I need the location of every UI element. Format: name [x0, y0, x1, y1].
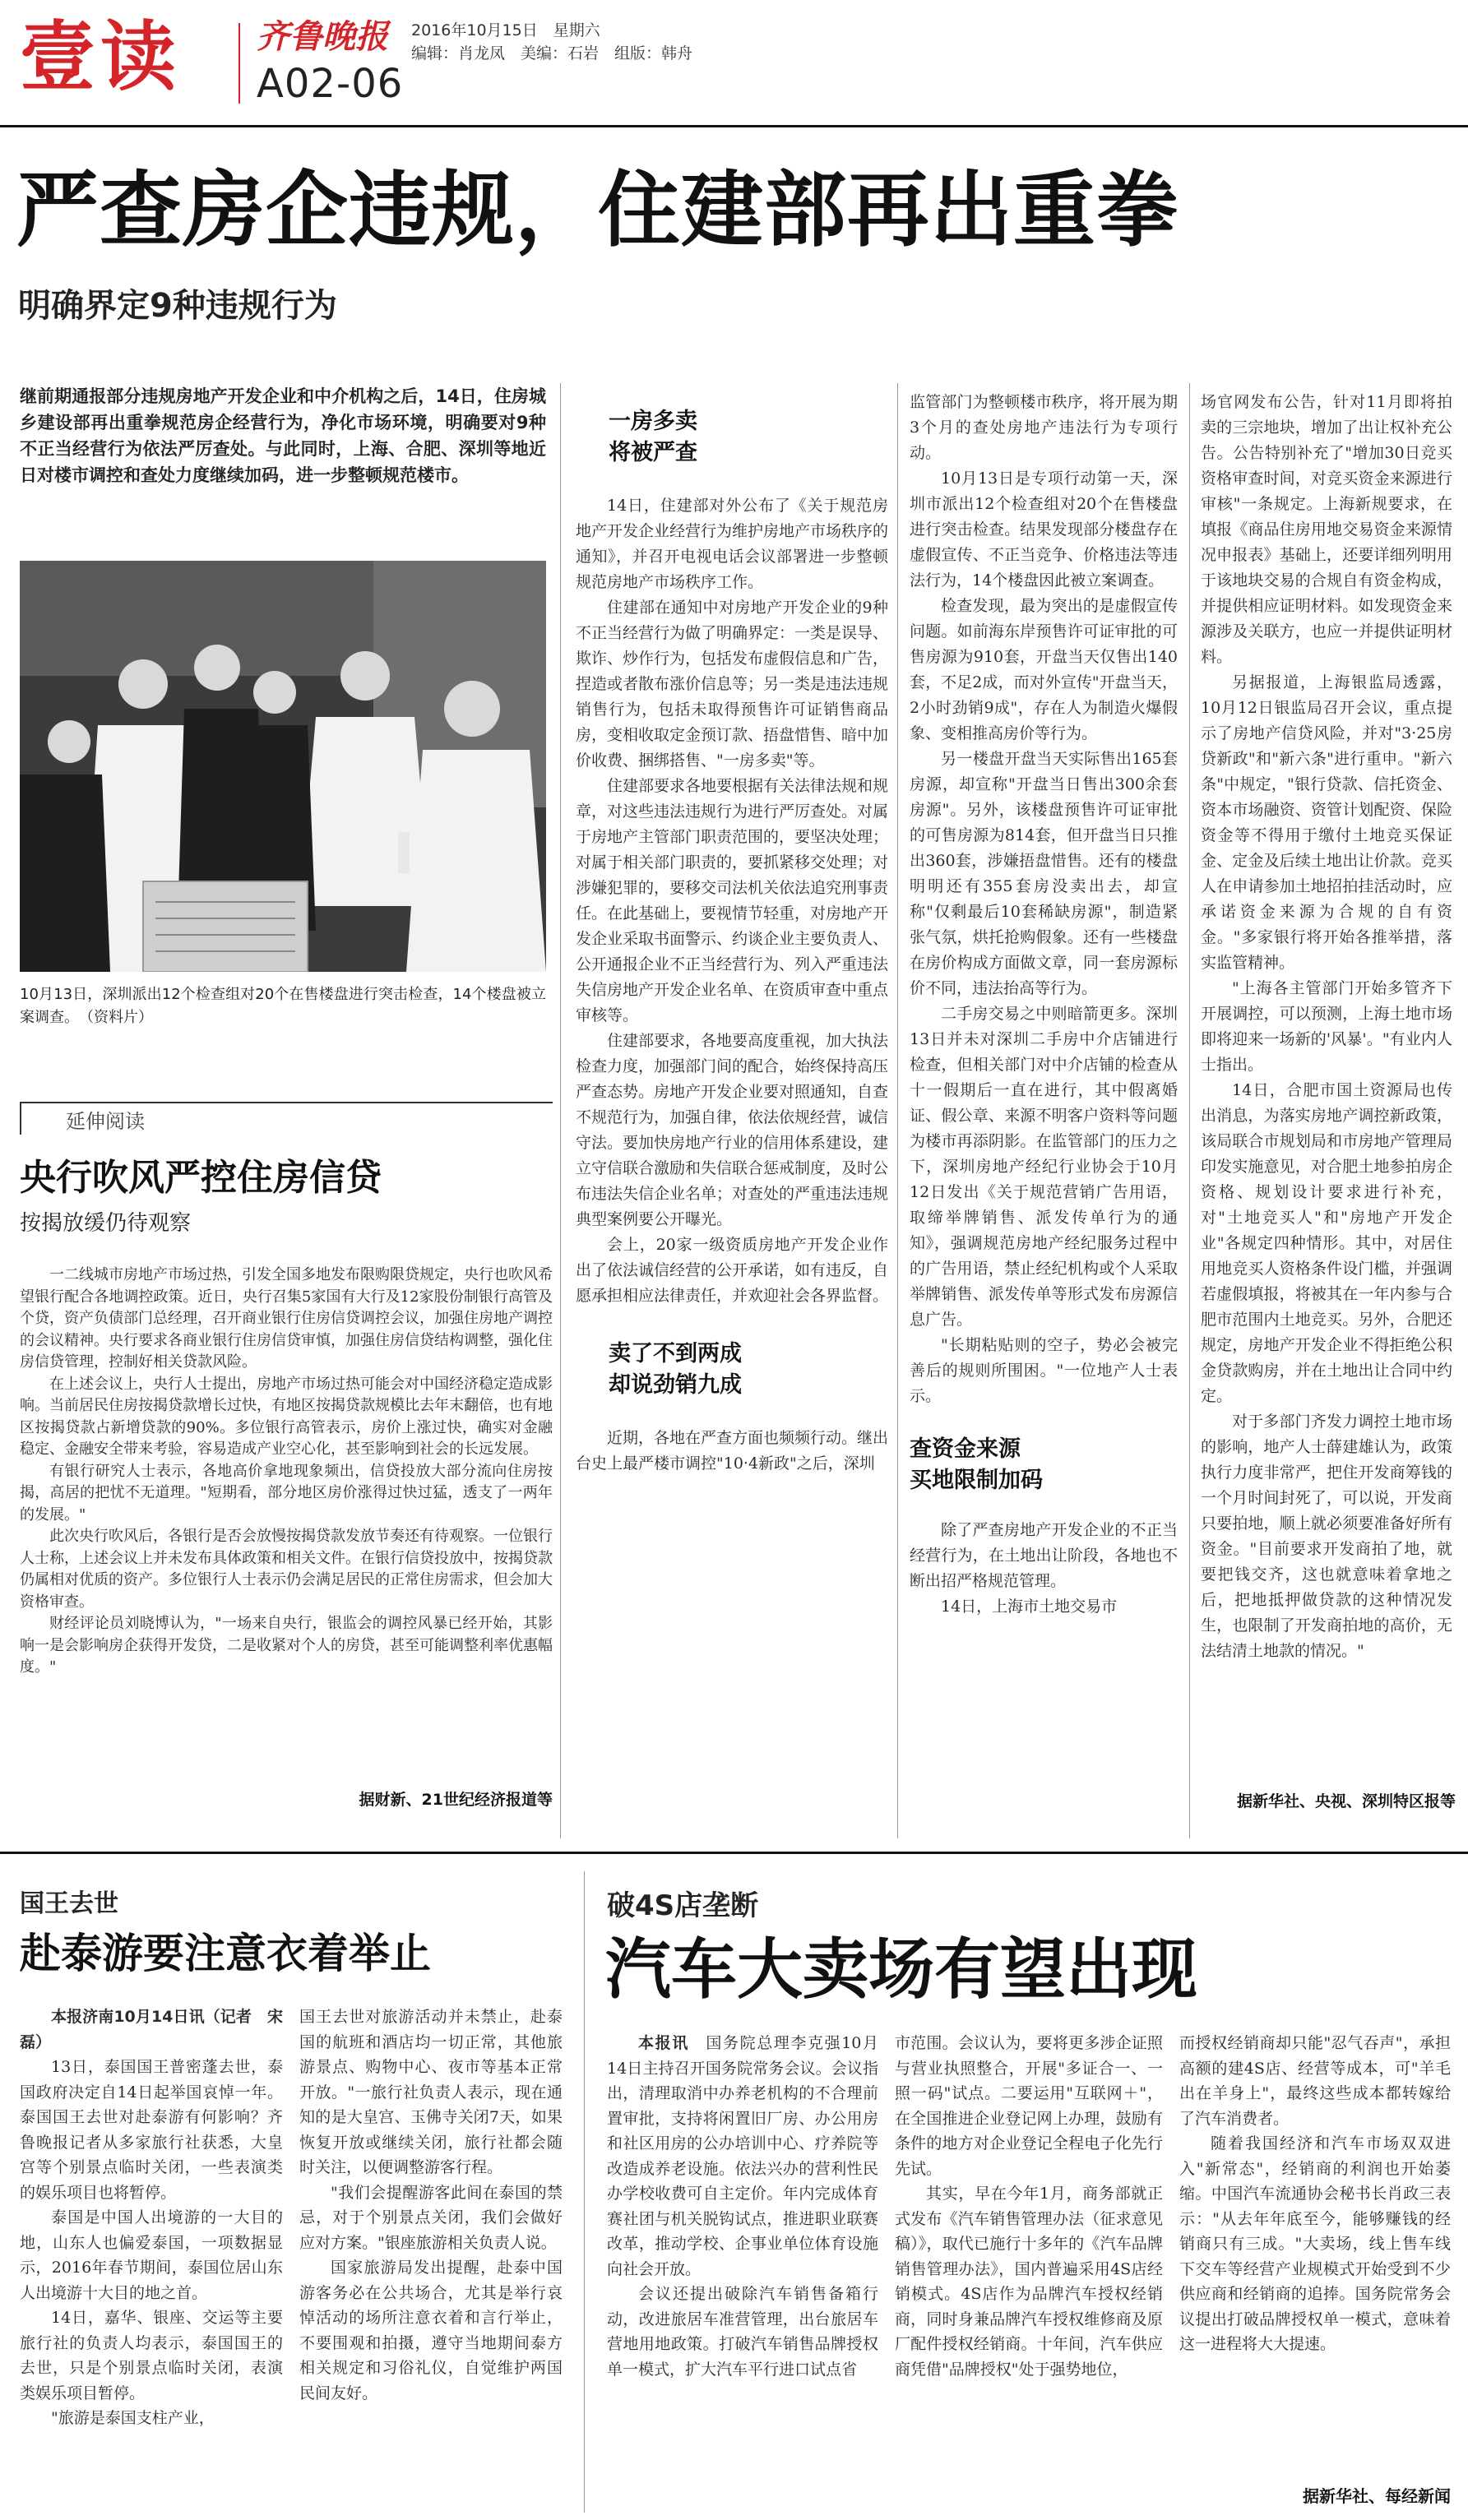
sidebar-subheadline: 按揭放缓仍待观察 [20, 1211, 192, 1236]
lead-headline: 严查房企违规，住建部再出重拳 [16, 162, 1179, 258]
col3-para: 14日，上海市土地交易市 [941, 1598, 1118, 1616]
sidebar-top-rule [20, 1102, 553, 1103]
col2-para: 住建部要求，各地要高度重视，加大执法检查力度，加强部门间的配合，始终保持高压严查态势。房地产开发企业要对照通知，自查不规范行为，加强自律，依法依规经营，诚信守法。要加快房地产行业的信用体系建设，建立守信联合激励和失信联合惩戒制度，及时公布违法失信企业名单；对查处的严重违法违规典型案例要公开曝光。 [576, 1032, 889, 1228]
thai-para: "旅游是泰国支柱产业， [51, 2409, 215, 2427]
auto-credit: 据新华社、每经新闻 [1303, 2486, 1451, 2506]
thai-para: 13日，泰国国王普密蓬去世，泰国政府决定自14日起举国哀悼一年。泰国国王去世对赴泰游有何影响？齐鲁晚报记者从多家旅行社获悉，大皇宫等个别景点临时关闭，一些表演类的娱乐项目也将暂停。 [20, 2058, 283, 2202]
sidebar-para: 财经评论员刘晓博认为，"一场来自央行，银监会的调控风暴已经开始，其影响一是会影响房企获得开发贷，二是收紧对个人的房贷，甚至可能调整利率优惠幅度。" [20, 1615, 553, 1676]
thai-column-1 [20, 2004, 283, 2431]
thai-para: 14日，嘉华、银座、交运等主要旅行社的负责人均表示，泰国国王的去世，只是个别景点临时关闭，表演类娱乐项目暂停。 [20, 2309, 283, 2402]
lead-credit: 据新华社、央视、深圳特区报等 [1236, 1792, 1456, 1810]
col4-para: 场官网发布公告，针对11月即将拍卖的三宗地块，增加了出让权补充公告。公告特别补充了"增加30日竞买资格审查时间，对竞买资金来源进行审核"一条规定。上海新规要求，在填报《商品住房用地交易资金来源情况申报表》基础上，还要详细列明用于该地块交易的合规自有资金构成，并提供相应证明材料。如发现资金来源涉及关联方，也应一并提供证明材料。 [1201, 393, 1452, 666]
col3-para: 除了严查房地产开发企业的不正当经营行为，在土地出让阶段，各地也不断出招严格规范管理。 [910, 1521, 1178, 1590]
masthead-rule [0, 125, 1468, 127]
photo-caption: 10月13日，深圳派出12个检查组对20个在售楼盘进行突击检查，14个楼盘被立案调查。 （资料片） [20, 986, 546, 1026]
section-divider [0, 1852, 1468, 1854]
col2-subheading-2: 卖了不到两成 却说劲销九成 [609, 1341, 742, 1398]
auto-byline: 本报讯 [638, 2034, 689, 2052]
col2-para: 住建部要求各地要根据有关法律法规和规章，对这些违法违规行为进行严厉查处。对属于房地产主管部门职责范围的，要坚决处理；对属于相关部门职责的，要抓紧移交处理；对涉嫌犯罪的，要移交司法机关依法追究刑事责任。在此基础上，要视情节轻重，对房地产开发企业采取书面警示、约谈企业主要负责人、公开通报企业不正当经营行为、列入严重违法失信房地产开发企业名单、在资质审查中重点审核等。 [576, 777, 889, 1024]
sidebar-body [20, 1265, 553, 1679]
col4-para: 另据报道，上海银监局透露，10月12日银监局召开会议，重点提示了房地产信贷风险，并对"3·25房贷新政"和"新六条"进行重申。"新六条"中规定，"银行贷款、信托资金、资本市场融资、资管计划配资、保险资金等不得用于缴付土地竞买保证金、定金及后续土地出让价款。竞买人在申请参加土地招拍挂活动时，应承诺资金来源为合规的自有资金。"多家银行将开始各推举措，落实监管精神。 [1201, 673, 1452, 972]
sidebar-para: 此次央行吹风后，各银行是否会放慢按揭贷款发放节奏还有待观察。一位银行人士称，上述会议上并未发布具体政策和相关文件。在银行信贷投放中，按揭贷款仍属相对优质的资产。多位银行人士表示仍会满足居民的正常住房需求，但会加大资格审查。 [20, 1528, 553, 1611]
col3-para: "长期粘贴则的空子，势必会被完善后的规则所围困。"一位地产人士表示。 [910, 1336, 1178, 1405]
thai-para: 泰国是中国人出境游的一大目的地，山东人也偏爱泰国，一项数据显示，2016年春节期间，泰国位居山东人出境游十大目的地之首。 [20, 2208, 283, 2302]
thai-para: 国王去世对旅游活动并未禁止，赴泰国的航班和酒店均一切正常，其他旅游景点、购物中心、夜市等基本正常开放。"一旅行社负责人表示，现在通知的是大皇宫、玉佛寺关闭7天，如果恢复开放或继续关闭，旅行社都会随时关注，以便调整游客行程。 [299, 2008, 563, 2176]
col3-para: 二手房交易之中则暗箭更多。深圳13日并未对深圳二手房中介店铺进行检查，但相关部门对中介店铺的检查从十一假期后一直在进行，其中假离婚证、假公章、来源不明客户资料等问题为楼市再添阴影。在监管部门的压力之下，深圳房地产经纪行业协会于10月12日发出《关于规范营销广告用语，取缔举牌销售、派发传单行为的通知》，强调规范房地产经纪服务过程中的广告用语，禁止经纪机构或个人采取举牌销售、派发传单等形式发布房源信息广告。 [910, 1005, 1178, 1329]
col3-para: 另一楼盘开盘当天实际售出165套房源，却宣称"开盘当日售出300余套房源"。另外，该楼盘预售许可证审批的可售房源为814套，但开盘当日只推出360套，涉嫌捂盘惜售。还有的楼盘明明还有355套房没卖出去，却宣称"仅剩最后10套稀缺房源"，制造紧张气氛，烘托抢购假象。还有一些楼盘在房价构成方面做文章，同一套房源标价不同，违法抬高等行为。 [910, 750, 1178, 997]
masthead [0, 0, 1468, 132]
lead-column-4 [1201, 390, 1452, 1664]
auto-para: 随着我国经济和汽车市场双双进入"新常态"，经销商的利润也开始萎缩。中国汽车流通协会秘书长肖政三表示："从去年年底至今，能够赚钱的经销商只有三成。"大卖场，线上售车线下交车等经营产业规模式开始受到不少供应商和经销商的追捧。国务院常务会议提出打破品牌授权单一模式，意味着这一进程将大大提速。 [1179, 2134, 1451, 2353]
auto-para-text: 国务院总理李克强10月14日主持召开国务院常务会议。会议指出，清理取消中办养老机构的不合理前置审批，支持将闲置旧厂房、办公用房和社区用房的公办培训中心、疗养院等改造成养老设施。依法兴办的营利性民办学校收费可自主定价。年内完成体育赛社团与机关脱钩试点，推进职业联赛改革，推动学校、企事业单位体育设施向社会开放。 [607, 2034, 878, 2278]
lead-column-2 [576, 406, 888, 1477]
column-rule [560, 383, 561, 1838]
lead-photo [20, 561, 546, 972]
auto-para: 而授权经销商却只能"忍气吞声"，承担高额的建4S店、经营等成本，可"羊毛出在羊身上"，最终这些成本都转嫁给了汽车消费者。 [1179, 2034, 1451, 2128]
thai-para: 国家旅游局发出提醒，赴泰中国游客务必在公共场合，尤其是举行哀悼活动的场所注意衣着和言行举止，不要围观和拍摄，遵守当地期间泰方相关规定和习俗礼仪，自觉维护两国民间友好。 [299, 2259, 563, 2402]
column-rule [897, 383, 898, 1838]
thai-byline [20, 2004, 283, 2055]
sidebar-headline: 央行吹风严控住房信贷 [20, 1157, 382, 1199]
page-number: A02-06 [257, 61, 404, 107]
sidebar-kicker: 延伸阅读 [66, 1110, 145, 1133]
bottom-column-rule [584, 1871, 585, 2513]
col2-subheading-1: 一房多卖 将被严查 [609, 409, 697, 465]
auto-column-1 [607, 2031, 878, 2382]
auto-para [607, 2031, 878, 2282]
section-title: 壹读 [20, 13, 182, 101]
thai-column-2 [299, 2004, 563, 2406]
thai-byline-text: 本报济南10月14日讯（记者 宋磊） [20, 2008, 283, 2051]
inspection-photo-illustration [20, 561, 546, 972]
lead-column-3 [910, 390, 1178, 1620]
editorial-staff: 编辑：肖龙凤 美编：石岩 组版：韩舟 [411, 44, 693, 62]
col4-para: 对于多部门齐发力调控土地市场的影响，地产人士薛建雄认为，政策执行力度非常严，把住开发商筹钱的一个月时间封死了，可以说，开发商只要拍地，顺上就必须要准备好所有资金。"目前要求开发商拍了地，就要把钱交齐，这也就意味着拿地之后，把地抵押做贷款的这种情况发生，也限制了开发商拍地的高价，无法结清土地款的情况。" [1201, 1413, 1452, 1660]
sidebar-para: 一二线城市房地产市场过热，引发全国多地发布限购限贷规定，央行也吹风希望银行配合各地调控政策。近日，央行召集5家国有大行及12家股份制银行高管及个贷，资产负债部门总经理，召开商业银行住房信贷调控会议，加强住房地产调控的会议精神。央行要求各商业银行住房信贷审慎，加强住房信贷结构调整，强化住房信贷管理，控制好相关贷款风险。 [20, 1266, 553, 1371]
auto-para: 市范围。会议认为，要将更多涉企证照与营业执照整合，开展"多证合一、一照一码"试点。二要运用"互联网＋"，在全国推进企业登记网上办理，鼓励有条件的地方对企业登记全程电子化先行先试。 [895, 2034, 1163, 2178]
auto-para: 其实，早在今年1月，商务部就正式发布《汽车销售管理办法（征求意见稿）》，取代已施行十多年的《汽车品牌销售管理办法》，国内普遍采用4S店经销模式。4S店作为品牌汽车授权经销商，同时身兼品牌汽车授权维修商及原厂配件授权经销商。十年间，汽车供应商凭借"品牌授权"处于强势地位， [895, 2185, 1163, 2379]
sidebar-left-rule [20, 1102, 21, 1135]
col4-para: "上海各主管部门开始多管齐下开展调控，可以预测，上海土地市场即将迎来一场新的'风暴'。"有业内人士指出。 [1201, 979, 1452, 1074]
sidebar-para: 在上述会议上，央行人士提出，房地产市场过热可能会对中国经济稳定造成影响。当前居民住房按揭贷款增长过快，有地区按揭贷款规模比去年末翻倍，也有地区按揭贷款占新增贷款的90%。多位银行高管表示，房价上涨过快，确实对金融稳定、金融安全带来考验，容易造成产业空心化，甚至影响到社会的长远发展。 [20, 1375, 553, 1458]
issue-date: 2016年10月15日 星期六 [411, 21, 600, 39]
col2-para: 住建部在通知中对房地产开发企业的9种不正当经营行为做了明确界定：一类是误导、欺诈、炒作行为，包括发布虚假信息和广告，捏造或者散布涨价信息等；另一类是违法违规销售行为，包括未取得预售许可证销售商品房，变相收取定金预订款、捂盘惜售、暗中加价收费、捆绑搭售、"一房多卖"等。 [576, 599, 889, 770]
sidebar-credit: 据财新、21世纪经济报道等 [359, 1791, 553, 1809]
auto-column-2 [895, 2031, 1163, 2382]
auto-para: 会议还提出破除汽车销售备箱行动，改进旅居车准营管理，出台旅居车营地用地政策。打破汽车销售品牌授权单一模式，扩大汽车平行进口试点省 [607, 2285, 878, 2379]
col3-para: 监管部门为整顿楼市秩序，将开展为期3个月的查处房地产违法行为专项行动。 [910, 393, 1178, 462]
lead-subheadline: 明确界定9种违规行为 [18, 287, 337, 325]
col4-para: 14日，合肥市国土资源局也传出消息，为落实房地产调控新政策，该局联合市规划局和市房地产管理局印发实施意见，对合肥土地参拍房企资格、规划设计要求进行补充，对"土地竞买人"和"房地产开发企业"各规定四种情形。其中，对居住用地竞买人资格条件设门槛，并强调若虚假填报，将被其在一年内参与合肥市范围内土地竞买。另外，合肥还规定，房地产开发企业不得拒绝公积金贷款购房，并在土地出让合同中约定。 [1201, 1081, 1452, 1405]
thai-headline: 赴泰游要注意衣着举止 [20, 1930, 431, 1977]
thai-kicker: 国王去世 [20, 1889, 118, 1918]
column-rule [1189, 383, 1190, 1838]
paper-logo: 齐鲁晚报 [257, 17, 388, 56]
auto-headline: 汽车大卖场有望出现 [605, 1931, 1197, 2008]
col2-para: 会上，20家一级资质房地产开发企业作出了依法诚信经营的公开承诺，如有违反，自愿承担相应法律责任，并欢迎社会各界监督。 [576, 1236, 889, 1305]
thai-para: "我们会提醒游客此间在泰国的禁忌，对于个别景点关闭，我们会做好应对方案。"银座旅游相关负责人说。 [299, 2183, 563, 2252]
col2-para: 近期，各地在严查方面也频频行动。继出台史上最严楼市调控"10·4新政"之后，深圳 [576, 1429, 889, 1473]
sidebar-para: 有银行研究人士表示，各地高价拿地现象频出，信贷投放大部分流向住房按揭，高居的把忧不无道理。"短期看，部分地区房价涨得过快过猛，透支了一两年的发展。" [20, 1462, 553, 1524]
masthead-divider [238, 23, 240, 104]
auto-column-3 [1179, 2031, 1451, 2357]
col3-para: 检查发现，最为突出的是虚假宣传问题。如前海东岸预售许可证审批的可售房源为910套，开盘当天仅售出140套，不足2成，而对外宣传"开盘当天，2小时劲销9成"，存在人为制造火爆假象、变相推高房价等行为。 [910, 597, 1178, 742]
col3-para: 10月13日是专项行动第一天，深圳市派出12个检查组对20个在售楼盘进行突击检查。结果发现部分楼盘存在虚假宣传、不正当竞争、价格违法等违法行为，14个楼盘因此被立案调查。 [910, 469, 1178, 590]
sidebar-box [20, 1102, 553, 1838]
auto-kicker: 破4S店垄断 [607, 1889, 759, 1922]
col2-para: 14日，住建部对外公布了《关于规范房地产开发企业经营行为维护房地产市场秩序的通知》，并召开电视电话会议部署进一步整顿规范房地产市场秩序工作。 [576, 497, 889, 591]
lead-intro: 继前期通报部分违规房地产开发企业和中介机构之后，14日，住房城乡建设部再出重拳规范房企经营行为，净化市场环境，明确要对9种不正当经营行为依法严厉查处。与此同时，上海、合肥、深圳等地近日对楼市调控和查处力度继续加码，进一步整顿规范楼市。 [20, 386, 546, 485]
col3-subheading: 查资金来源 买地限制加码 [910, 1436, 1043, 1493]
